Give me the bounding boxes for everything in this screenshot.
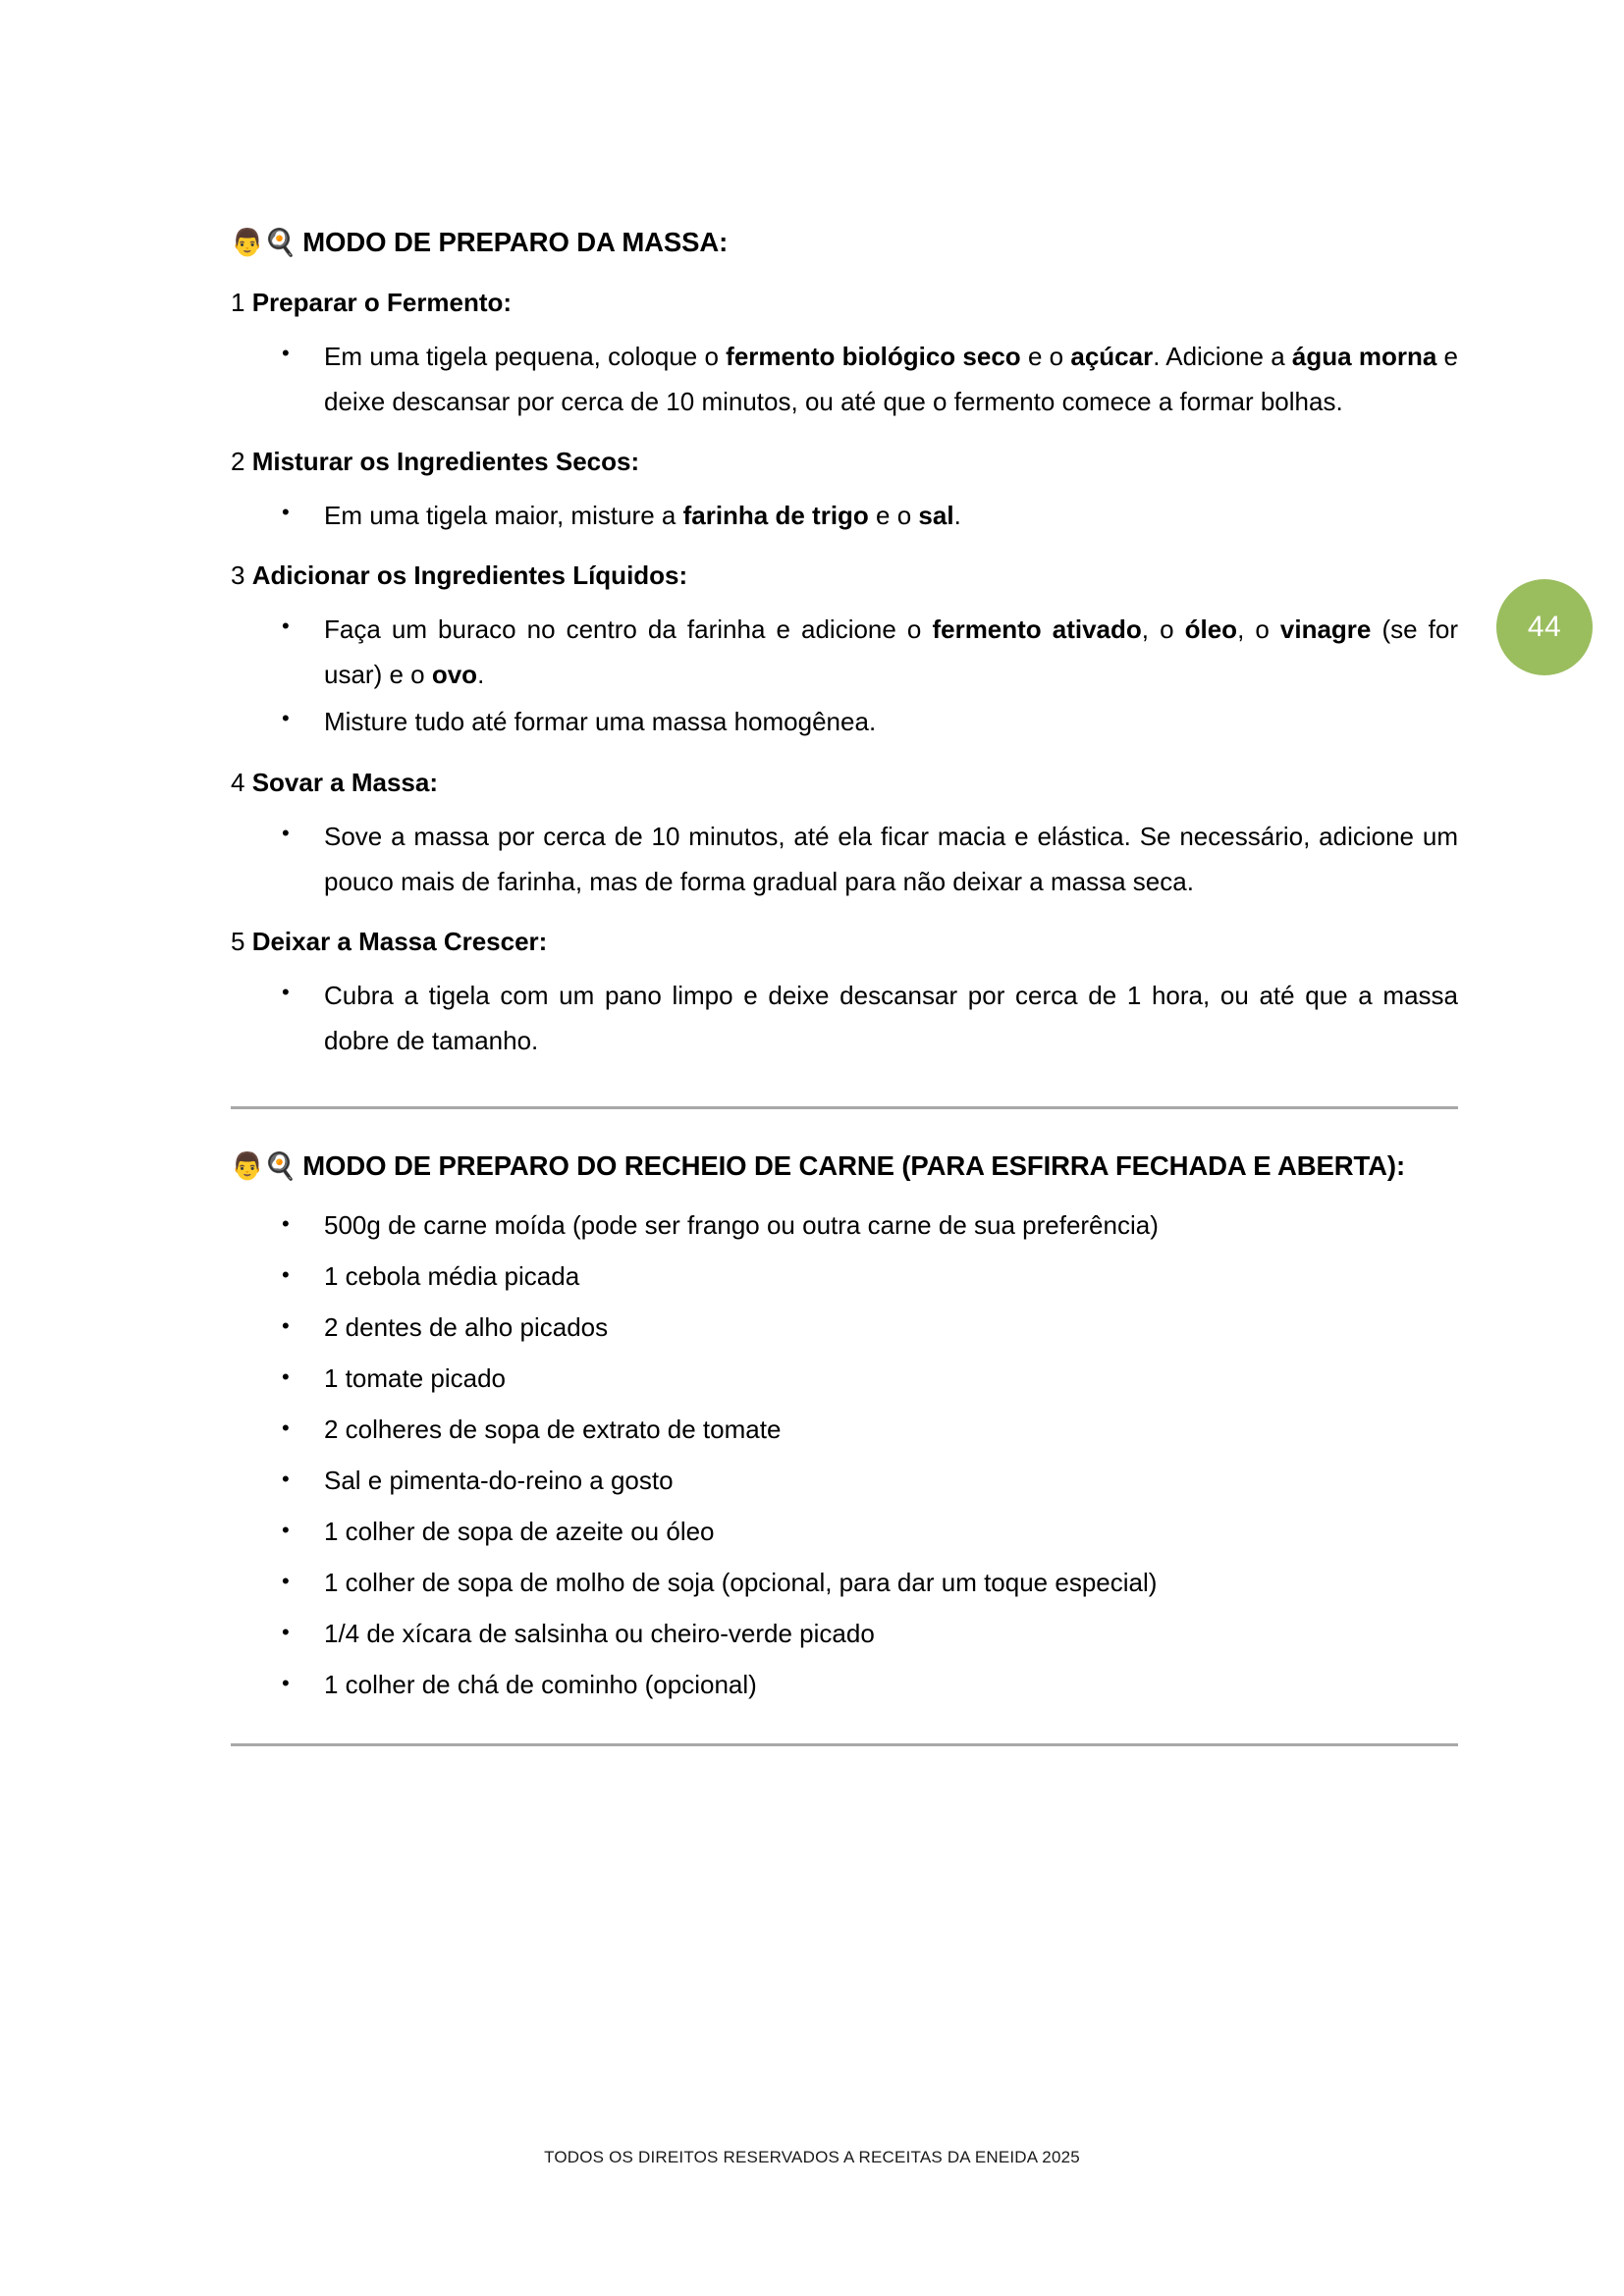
emphasis-text: fermento biológico seco bbox=[726, 341, 1021, 371]
list-item: • Sal e pimenta-do-reino a gosto bbox=[231, 1462, 1458, 1500]
page-footer bbox=[0, 2148, 1624, 2167]
step-number: 3 bbox=[231, 561, 252, 591]
body-text: Faça um buraco no centro da farinha e adicione o bbox=[324, 614, 933, 644]
list-item bbox=[231, 607, 1458, 698]
emphasis-text: ovo bbox=[431, 660, 478, 690]
ingredients-list bbox=[231, 1206, 1458, 1704]
dough-steps-list bbox=[231, 287, 1458, 1064]
step-label: Deixar a Massa Crescer: bbox=[251, 927, 548, 957]
body-text: (se for usar) e o bbox=[324, 614, 1458, 690]
step-number: 1 bbox=[231, 287, 252, 317]
emoji-group-dough bbox=[231, 228, 302, 257]
body-text: Cubra a tigela com um pano limpo e deixe descansar por cerca de 1 hora, ou até que a massa dobre de tamanho. bbox=[324, 980, 1458, 1056]
step-label: Preparar o Fermento: bbox=[251, 287, 513, 317]
body-text: Sove a massa por cerca de 10 minutos, até ela ficar macia e elástica. Se necessário, adicione um pouco mais de farinha, mas de forma gradual para não deixar a massa seca. bbox=[324, 821, 1458, 896]
body-text: e o bbox=[868, 500, 919, 530]
section-title-dough-text: MODO DE PREPARO DA MASSA: bbox=[302, 227, 729, 257]
list-item bbox=[231, 334, 1458, 425]
step-bullet-list bbox=[231, 493, 1458, 538]
list-item bbox=[231, 973, 1458, 1064]
list-item: • 1/4 de xícara de salsinha ou cheiro-verde picado bbox=[231, 1615, 1458, 1653]
emphasis-text: sal bbox=[918, 500, 954, 530]
step-label: Misturar os Ingredientes Secos: bbox=[251, 447, 640, 477]
body-text: Em uma tigela pequena, coloque o bbox=[324, 341, 727, 371]
step-heading bbox=[231, 767, 1458, 800]
step-bullet-list bbox=[231, 973, 1458, 1064]
person-cook-icon: 👨 bbox=[231, 228, 264, 257]
list-item: • 1 tomate picado bbox=[231, 1360, 1458, 1398]
emphasis-text: farinha de trigo bbox=[682, 500, 869, 530]
body-text: e o bbox=[1020, 341, 1071, 371]
person-cook-icon: 👨 bbox=[231, 1151, 264, 1182]
step-number: 5 bbox=[231, 927, 252, 957]
list-item: • 1 colher de sopa de molho de soja (opcional, para dar um toque especial) bbox=[231, 1564, 1458, 1602]
frying-pan-icon: 🍳 bbox=[263, 228, 298, 257]
list-item: • 1 colher de chá de cominho (opcional) bbox=[231, 1666, 1458, 1704]
section-title-filling bbox=[231, 1145, 1458, 1189]
list-item bbox=[231, 814, 1458, 905]
step-number: 4 bbox=[231, 767, 252, 797]
page-number-badge bbox=[1496, 579, 1593, 675]
emphasis-text: óleo bbox=[1184, 614, 1238, 644]
step-heading bbox=[231, 287, 1458, 320]
list-item: • 2 colheres de sopa de extrato de tomate bbox=[231, 1411, 1458, 1449]
list-item: • 1 colher de sopa de azeite ou óleo bbox=[231, 1513, 1458, 1551]
step-label: Adicionar os Ingredientes Líquidos: bbox=[251, 561, 688, 591]
section-title-filling-text: MODO DE PREPARO DO RECHEIO DE CARNE (PARA ESFIRRA FECHADA E ABERTA): bbox=[302, 1150, 1406, 1182]
body-text: Em uma tigela maior, misture a bbox=[324, 500, 683, 530]
body-text: , o bbox=[1237, 614, 1280, 644]
list-item bbox=[231, 699, 1458, 744]
body-text: . bbox=[477, 660, 485, 690]
emphasis-text: água morna bbox=[1291, 341, 1437, 371]
divider-2-wrap bbox=[231, 1743, 1458, 1746]
step-number: 2 bbox=[231, 447, 252, 477]
list-item: • 2 dentes de alho picados bbox=[231, 1308, 1458, 1347]
divider-1-wrap bbox=[231, 1106, 1458, 1109]
step-heading bbox=[231, 560, 1458, 593]
footer-copyright-text: TODOS OS DIREITOS RESERVADOS A RECEITAS DA ENEIDA 2025 bbox=[544, 2148, 1080, 2166]
emphasis-text: vinagre bbox=[1279, 614, 1372, 644]
frying-pan-icon: 🍳 bbox=[263, 1151, 298, 1182]
section-title-dough bbox=[231, 221, 1458, 265]
emphasis-text: fermento ativado bbox=[932, 614, 1142, 644]
page-content bbox=[231, 221, 1458, 1746]
body-text: , o bbox=[1141, 614, 1185, 644]
step-bullet-list bbox=[231, 607, 1458, 745]
step-heading bbox=[231, 926, 1458, 959]
body-text: . Adicione a bbox=[1153, 341, 1292, 371]
body-text: . bbox=[953, 500, 961, 530]
page-number-text: 44 bbox=[1527, 611, 1562, 643]
body-text: Misture tudo até formar uma massa homogênea. bbox=[324, 707, 877, 737]
emphasis-text: açúcar bbox=[1070, 341, 1154, 371]
step-bullet-list bbox=[231, 334, 1458, 425]
step-bullet-list bbox=[231, 814, 1458, 905]
step-label: Sovar a Massa: bbox=[251, 767, 439, 797]
list-item bbox=[231, 493, 1458, 538]
step-heading bbox=[231, 446, 1458, 479]
list-item: • 500g de carne moída (pode ser frango ou outra carne de sua preferência) bbox=[231, 1206, 1458, 1245]
list-item: • 1 cebola média picada bbox=[231, 1257, 1458, 1296]
emoji-group-filling bbox=[231, 1151, 302, 1181]
divider-1 bbox=[231, 1106, 1458, 1109]
divider-2 bbox=[231, 1743, 1458, 1746]
body-text: e deixe descansar por cerca de 10 minutos, ou até que o fermento comece a formar bolhas. bbox=[324, 341, 1459, 416]
